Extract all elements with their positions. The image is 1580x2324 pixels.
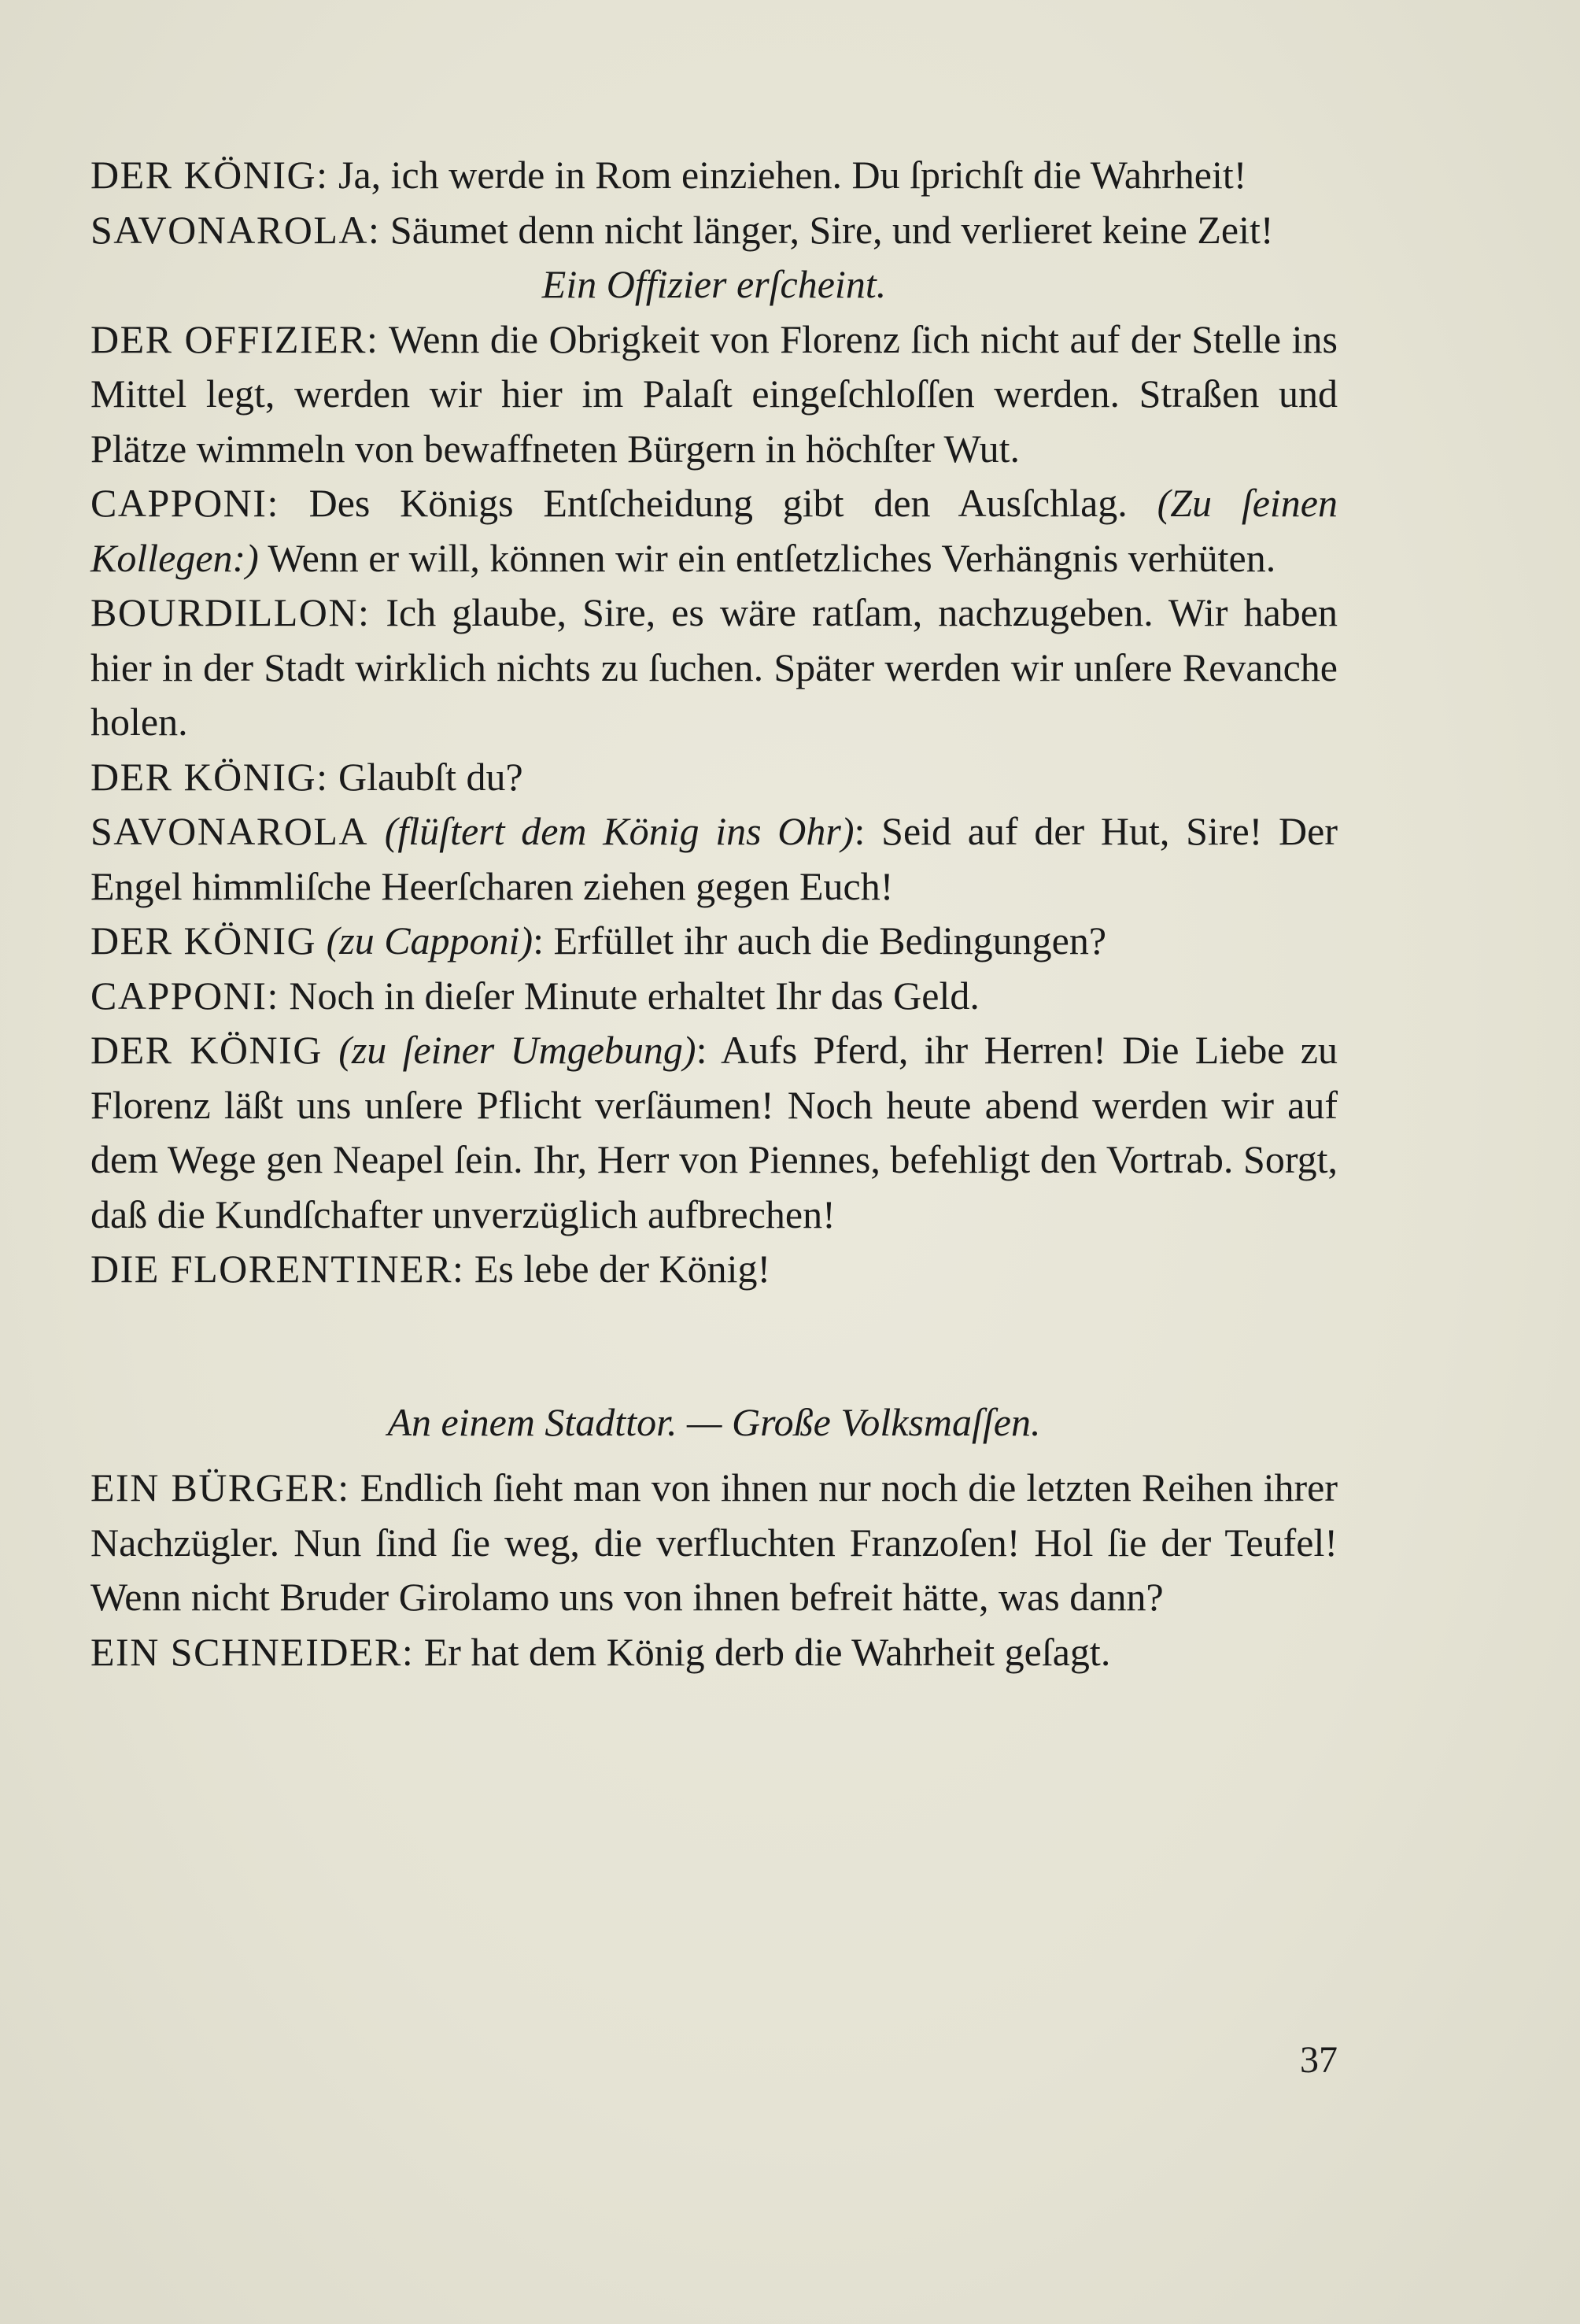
dialogue-line xyxy=(90,804,1338,914)
inline-direction: (zu Capponi) xyxy=(316,918,533,962)
dialogue-line xyxy=(90,1461,1338,1625)
speaker-name: EIN BÜRGER: xyxy=(90,1465,350,1509)
spoken-text: Des Königs Entſcheidung gibt den Ausſchlag. xyxy=(279,481,1157,525)
dialogue-line xyxy=(90,1023,1338,1242)
inline-direction: (flüſtert dem König ins Ohr) xyxy=(368,809,855,853)
speaker-name: DER KÖNIG xyxy=(90,1028,323,1072)
spoken-text: Wenn die Obrigkeit von Florenz ſich nicht auf der Stelle ins Mittel legt, werden wir hier im Palaſt eingeſchloſſen werden. Straßen und Plätze wimmeln von bewaffneten Bürgern in höchſter Wut. xyxy=(90,316,1338,471)
dialogue-line xyxy=(90,969,1338,1024)
spoken-text: : Aufs Pferd, ihr Herren! Die Liebe zu Florenz läßt uns unſere Pflicht verſäumen! Noch heute abend werden wir auf dem Wege gen Neapel ſein. Ihr, Herr von Piennes, befehligt den Vortrab. Sorgt, daß die Kundſchafter unverzüglich aufbrechen! xyxy=(90,1028,1338,1236)
dialogue-line xyxy=(90,148,1338,203)
dialogue-line xyxy=(90,1242,1338,1297)
spoken-text: Es lebe der König! xyxy=(464,1247,771,1291)
dialogue-line xyxy=(90,750,1338,805)
dialogue-line xyxy=(90,586,1338,750)
speaker-name: BOURDILLON: xyxy=(90,590,371,634)
spoken-text: : Erfüllet ihr auch die Bedingungen? xyxy=(533,918,1107,962)
speaker-name: DIE FLORENTINER: xyxy=(90,1247,465,1291)
dialogue-line xyxy=(90,1625,1338,1680)
speaker-name: DER KÖNIG: xyxy=(90,153,329,197)
spoken-text: Ich glaube, Sire, es wäre ratſam, nachzugeben. Wir haben hier in der Stadt wirklich nichts zu ſuchen. Später werden wir unſere Revanche holen. xyxy=(90,590,1338,744)
dialogue-line xyxy=(90,914,1338,969)
stage-direction: Ein Offizier erſcheint. xyxy=(541,262,887,306)
scene-gap xyxy=(90,1297,1338,1395)
spoken-text: Noch in dieſer Minute erhaltet Ihr das Geld. xyxy=(279,973,980,1018)
speaker-name: CAPPONI: xyxy=(90,481,279,525)
speaker-name: CAPPONI: xyxy=(90,973,279,1018)
page-number: 37 xyxy=(1300,2039,1338,2081)
spoken-text: Wenn er will, können wir ein entſetzliches Verhängnis verhüten. xyxy=(258,535,1276,580)
spoken-text: Endlich ſieht man von ihnen nur noch die letzten Reihen ihrer Nachzügler. Nun ſind ſie weg, die verfluchten Franzoſen! Hol ſie der Teufel! Wenn nicht Bruder Girolamo uns von ihnen befreit hätte, was dann? xyxy=(90,1465,1338,1619)
speaker-name: DER OFFIZIER: xyxy=(90,316,379,361)
spoken-text: Säumet denn nicht länger, Sire, und verlieret keine Zeit! xyxy=(380,207,1274,252)
speaker-name: DER KÖNIG xyxy=(90,918,317,962)
speaker-name: EIN SCHNEIDER: xyxy=(90,1629,415,1674)
speaker-name: SAVONAROLA xyxy=(90,809,369,853)
scene-heading: An einem Stadttor. — Große Volksmaſſen. xyxy=(387,1399,1041,1444)
dialogue-line xyxy=(90,312,1338,477)
dialogue-line xyxy=(90,203,1338,258)
speaker-name: DER KÖNIG: xyxy=(90,754,329,799)
main-text xyxy=(90,148,1338,1679)
spoken-text: Ja, ich werde in Rom einziehen. Du ſprichſt die Wahrheit! xyxy=(328,153,1247,197)
spoken-text: Er hat dem König derb die Wahrheit geſagt. xyxy=(414,1629,1111,1674)
spoken-text: Glaubſt du? xyxy=(328,754,523,799)
inline-direction: (Zu ſeinen Kollegen:) xyxy=(90,481,1338,580)
dialogue-line xyxy=(90,476,1338,586)
spoken-text: : Seid auf der Hut, Sire! Der Engel himmliſche Heerſcharen ziehen gegen Euch! xyxy=(90,809,1338,908)
speaker-name: SAVONAROLA: xyxy=(90,207,381,252)
inline-direction: (zu ſeiner Umgebung) xyxy=(322,1028,696,1072)
